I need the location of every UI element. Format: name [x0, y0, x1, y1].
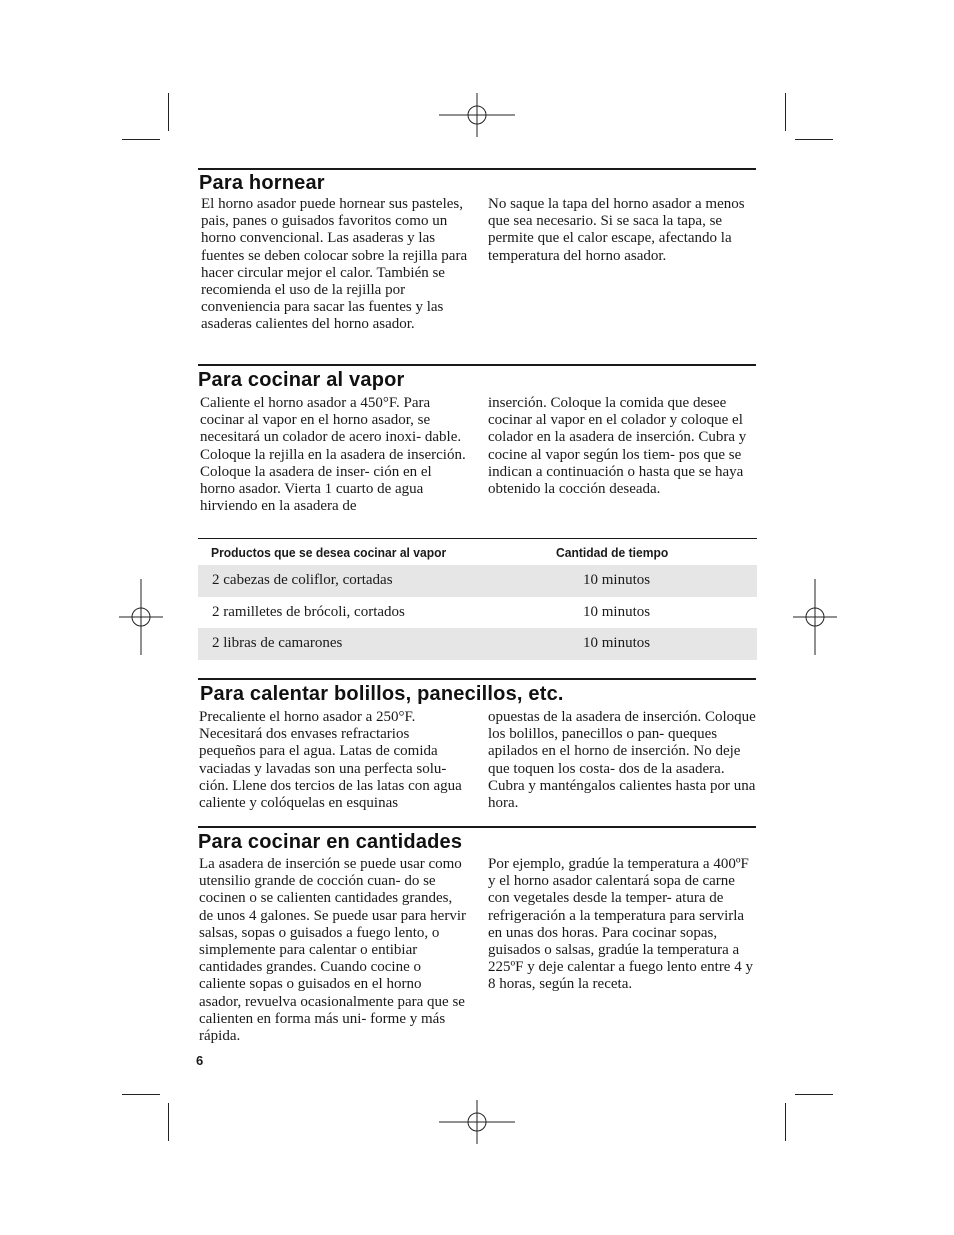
paragraph: Precaliente el horno asador a 250°F. Necesitará dos envases refractarios pequeños para el agua. Latas de comida vaciadas y lavadas son una perfecta solu- ción. Llene dos tercios de las latas con agua caliente y colóquelas en esquinas [199, 709, 462, 812]
paragraph: El horno asador puede hornear sus pasteles, pais, panes o guisados favoritos como un horno convencional. Las asaderas y las fuentes se deben colocar sobre la rejilla para hacer circular mejor el calor. También se recomienda el uso de la rejilla por conveniencia para sacar las fuentes y las asaderas calientes del horno asador. [201, 196, 468, 333]
crop-mark [785, 93, 786, 131]
crop-mark [785, 1103, 786, 1141]
section-title: Para cocinar en cantidades [198, 831, 463, 853]
crop-mark [122, 139, 160, 140]
crop-mark [168, 93, 169, 131]
table-cell: 2 libras de camarones [212, 635, 343, 652]
table-row [198, 628, 757, 660]
section-title: Para hornear [199, 172, 325, 194]
section-quantity [198, 826, 756, 1045]
page-number: 6 [196, 1053, 204, 1068]
crop-mark [795, 1094, 833, 1095]
registration-mark-icon [103, 579, 179, 655]
paragraph: Caliente el horno asador a 450°F. Para cocinar al vapor en el horno asador, se necesitará un colador de acero inoxi- dable. Coloque la rejilla en la asadera de inserción. Coloque la asadera de inser- ción en el horno asador. Vierta 1 cuarto de agua hirviendo en la asadera de [200, 395, 466, 515]
section-title: Para calentar bolillos, panecillos, etc. [200, 683, 564, 705]
table-row [198, 597, 757, 629]
paragraph: inserción. Coloque la comida que desee cocinar al vapor en el colador y coloque el colador en la asadera de inserción. Cubra y cocine al vapor según los tiem- pos que se indican a continuación o hasta que se haya obtenido la cocción deseada. [488, 395, 747, 498]
table-header: Productos que se desea cocinar al vapor [211, 544, 447, 560]
table-cell: 10 minutos [583, 603, 651, 620]
steam-time-table [198, 538, 757, 660]
section-rolls [198, 678, 756, 812]
registration-mark-icon [439, 1084, 515, 1160]
table-cell: 2 ramilletes de brócoli, cortados [212, 603, 405, 620]
section-steaming [198, 364, 756, 515]
table-header-row [198, 539, 718, 565]
table-cell: 10 minutos [583, 635, 651, 652]
section-baking [198, 168, 756, 334]
paragraph: opuestas de la asadera de inserción. Coloque los bolillos, panecillos o pan- queques apilados en el horno de inserción. No deje que toquen los costa- dos de la asadera. Cubra y manténgalos calientes hasta por una hora. [488, 709, 756, 812]
crop-mark [168, 1103, 169, 1141]
paragraph: No saque la tapa del horno asador a menos que sea necesario. Si se saca la tapa, se permite que el calor escape, afectando la temperatura del horno asador. [488, 196, 745, 264]
section-title: Para cocinar al vapor [198, 369, 405, 391]
paragraph: Por ejemplo, gradúe la temperatura a 400ºF y el horno asador calentará sopa de carne con vegetales desde la temper- atura de refrigeración a la temperatura para servirla en unas dos horas. Para cocinar sopas, guisados o salsas, gradúe la temperatura a 225ºF y deje calentar a fuego lento entre 4 y 8 horas, según la receta. [488, 856, 753, 993]
registration-mark-icon [439, 77, 515, 153]
paragraph: La asadera de inserción se puede usar como utensilio grande de cocción cuan- do se cocinen o se calienten cantidades grandes, de unos 4 galones. Se puede usar para hervir salsas, sopas o guisados a fuego lento, o simplemente para calentar o entibiar cantidades grandes. Cuando cocine o caliente sopas o guisados en el horno asador, revuelva ocasionalmente para que se calienten en forma más uni- forme y más rápida. [199, 856, 466, 1045]
crop-mark [795, 139, 833, 140]
registration-mark-icon [777, 579, 853, 655]
table-row [198, 565, 757, 597]
table-cell: 2 cabezas de coliflor, cortadas [212, 572, 393, 589]
crop-mark [122, 1094, 160, 1095]
table-header: Cantidad de tiempo [556, 544, 669, 560]
table-cell: 10 minutos [583, 572, 651, 589]
